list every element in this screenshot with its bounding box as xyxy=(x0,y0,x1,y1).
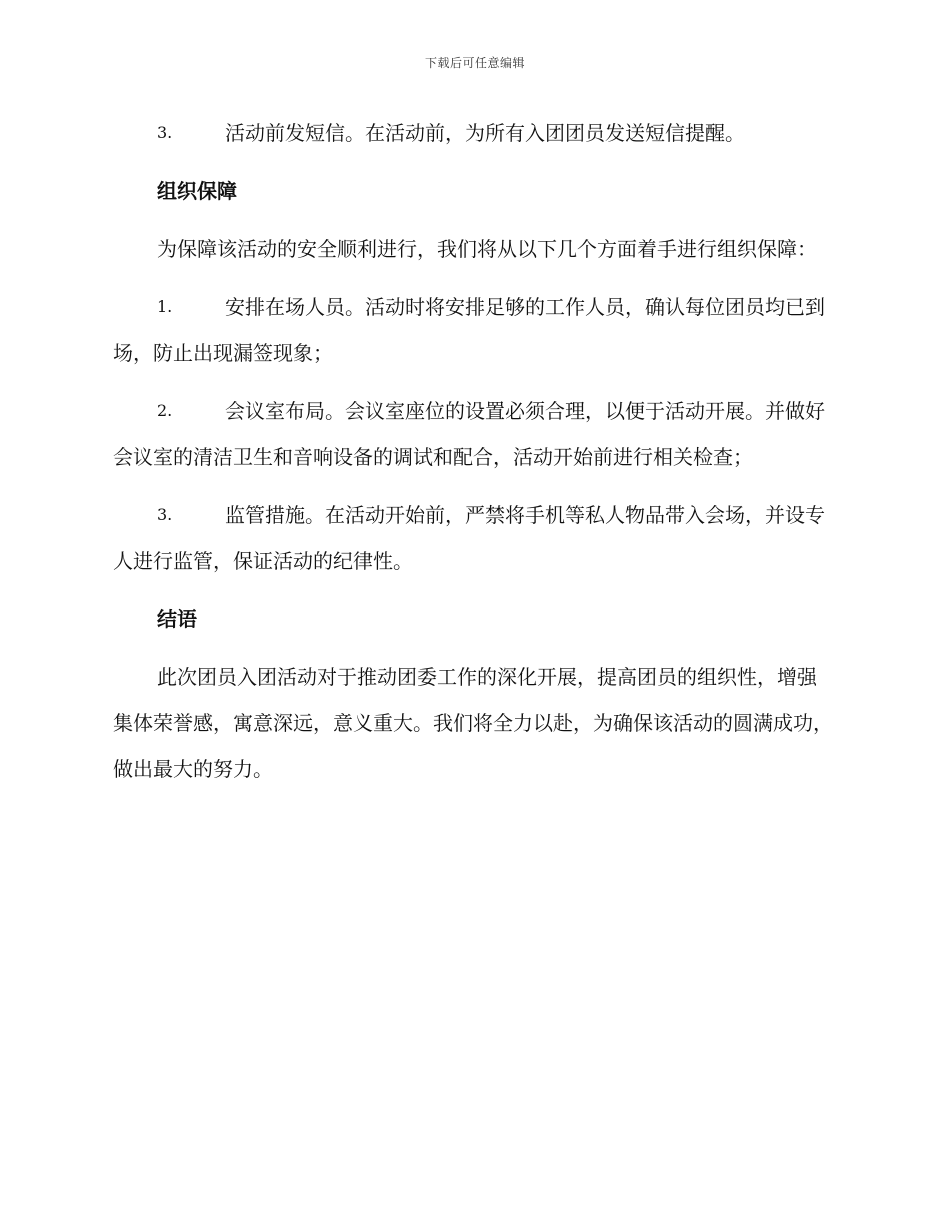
list-number: 2. xyxy=(157,401,173,420)
list-item xyxy=(113,110,835,156)
list-number: 1. xyxy=(157,297,173,316)
section-heading-conclusion: 结语 xyxy=(157,607,197,631)
list-item xyxy=(113,388,835,480)
list-number: 3. xyxy=(157,505,173,524)
list-text: 活动前发短信。在活动前，为所有入团团员发送短信提醒。 xyxy=(225,121,745,145)
header-note: 下载后可任意编辑 xyxy=(424,56,525,70)
conclusion-paragraph: 此次团员入团活动对于推动团委工作的深化开展，提高团员的组织性，增强集体荣誉感，寓意深远，意义重大。我们将全力以赴，为确保该活动的圆满成功，做出最大的努力。 xyxy=(113,665,833,781)
list-text: 监管措施。在活动开始前，严禁将手机等私人物品带入会场，并设专人进行监管，保证活动的纪律性。 xyxy=(113,503,825,573)
document-body xyxy=(113,110,835,804)
section-heading-organization: 组织保障 xyxy=(157,179,237,203)
section-intro-paragraph: 为保障该活动的安全顺利进行，我们将从以下几个方面着手进行组织保障： xyxy=(157,237,817,261)
list-item xyxy=(113,284,835,376)
list-text: 会议室布局。会议室座位的设置必须合理，以便于活动开展。并做好会议室的清洁卫生和音响设备的调试和配合，活动开始前进行相关检查； xyxy=(113,399,825,469)
list-text: 安排在场人员。活动时将安排足够的工作人员，确认每位团员均已到场，防止出现漏签现象； xyxy=(113,295,825,365)
list-number: 3. xyxy=(157,123,173,142)
list-item xyxy=(113,492,835,584)
